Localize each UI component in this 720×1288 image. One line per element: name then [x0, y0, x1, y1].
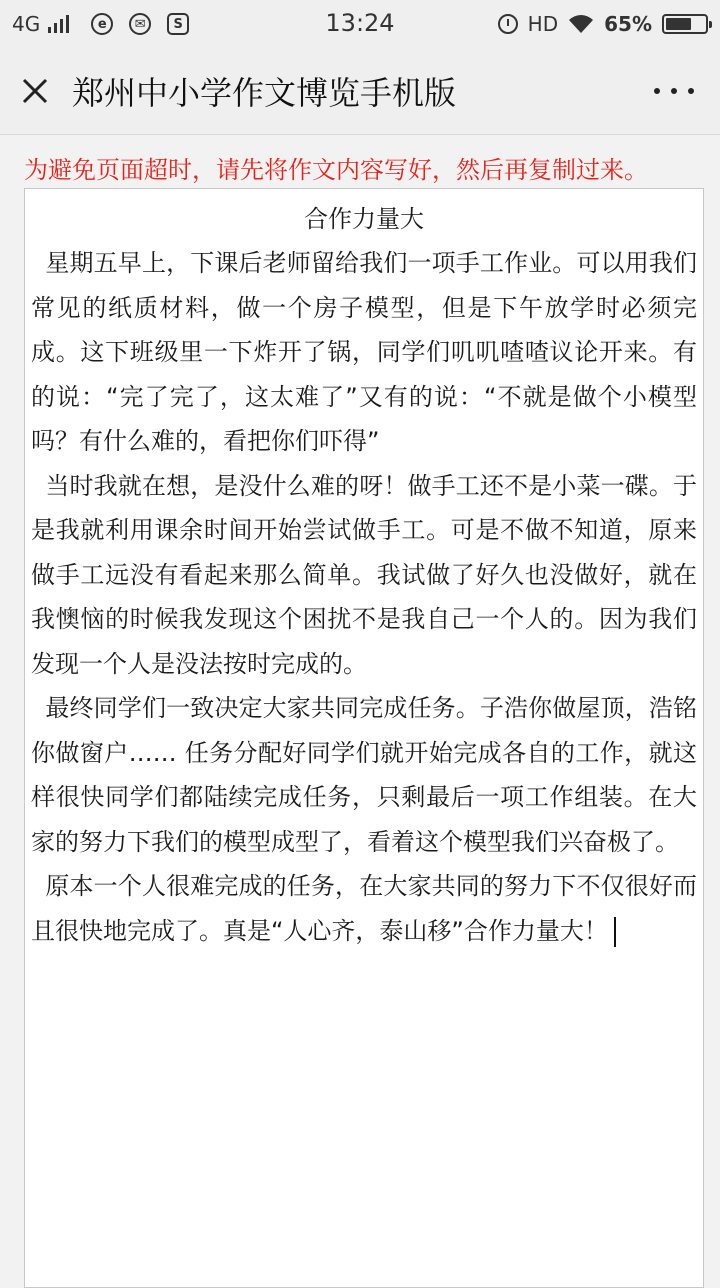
hd-indicator: HD [527, 12, 559, 36]
wifi-icon [568, 14, 594, 34]
timeout-warning: 为避免页面超时，请先将作文内容写好，然后再复制过来。 [24, 156, 648, 184]
essay-paragraph: 星期五早上，下课后老师留给我们一项手工作业。可以用我们常见的纸质材料，做一个房子模型，但是下午放学时必须完成。这下班级里一下炸开了锅，同学们叽叽喳喳议论开来。有的说：“完了完了，这太难了”又有的说：“不就是做个小模型吗？有什么难的，看把你们吓得” [31, 249, 697, 455]
more-icon[interactable] [654, 88, 694, 98]
battery-percent: 65% [604, 12, 652, 36]
wechat-icon: ✉ [129, 13, 151, 35]
essay-paragraph: 当时我就在想，是没什么难的呀！做手工还不是小菜一碟。于是我就利用课余时间开始尝试做手工。可是不做不知道，原来做手工远没有看起来那么简单。我试做了好久也没做好，就在我懊恼的时候我发现这个困扰不是我自己一个人的。因为我们发现一个人是没法按时完成的。 [31, 471, 697, 678]
essay-title: 合作力量大 [304, 205, 424, 233]
notification-icon: S [167, 13, 189, 35]
app-bar [0, 48, 720, 135]
page-title: 郑州中小学作文博览手机版 [72, 74, 457, 112]
text-caret [614, 917, 616, 947]
clock: 13:24 [325, 9, 395, 37]
status-bar [0, 0, 720, 48]
network-type: 4G [12, 12, 41, 36]
essay-paragraph: 最终同学们一致决定大家共同完成任务。子浩你做屋顶，浩铭你做窗户…… 任务分配好同学们就开始完成各自的工作，就这样很快同学们都陆续完成任务，只剩最后一项工作组装。在大家的努力下我们的模型成型了，看着这个模型我们兴奋极了。 [31, 694, 697, 856]
battery-icon [662, 14, 708, 34]
essay-paragraph-text: 原本一个人很难完成的任务，在大家共同的努力下不仅很好而且很快地完成了。真是“人心齐，泰山移”合作力量大！ [31, 872, 697, 945]
essay-textarea[interactable] [24, 188, 704, 1288]
browser-icon: e [91, 13, 113, 35]
essay-paragraph [31, 864, 697, 953]
close-icon[interactable] [18, 74, 52, 108]
battery-level [666, 18, 691, 30]
alarm-icon [498, 14, 518, 34]
status-right [498, 10, 708, 38]
